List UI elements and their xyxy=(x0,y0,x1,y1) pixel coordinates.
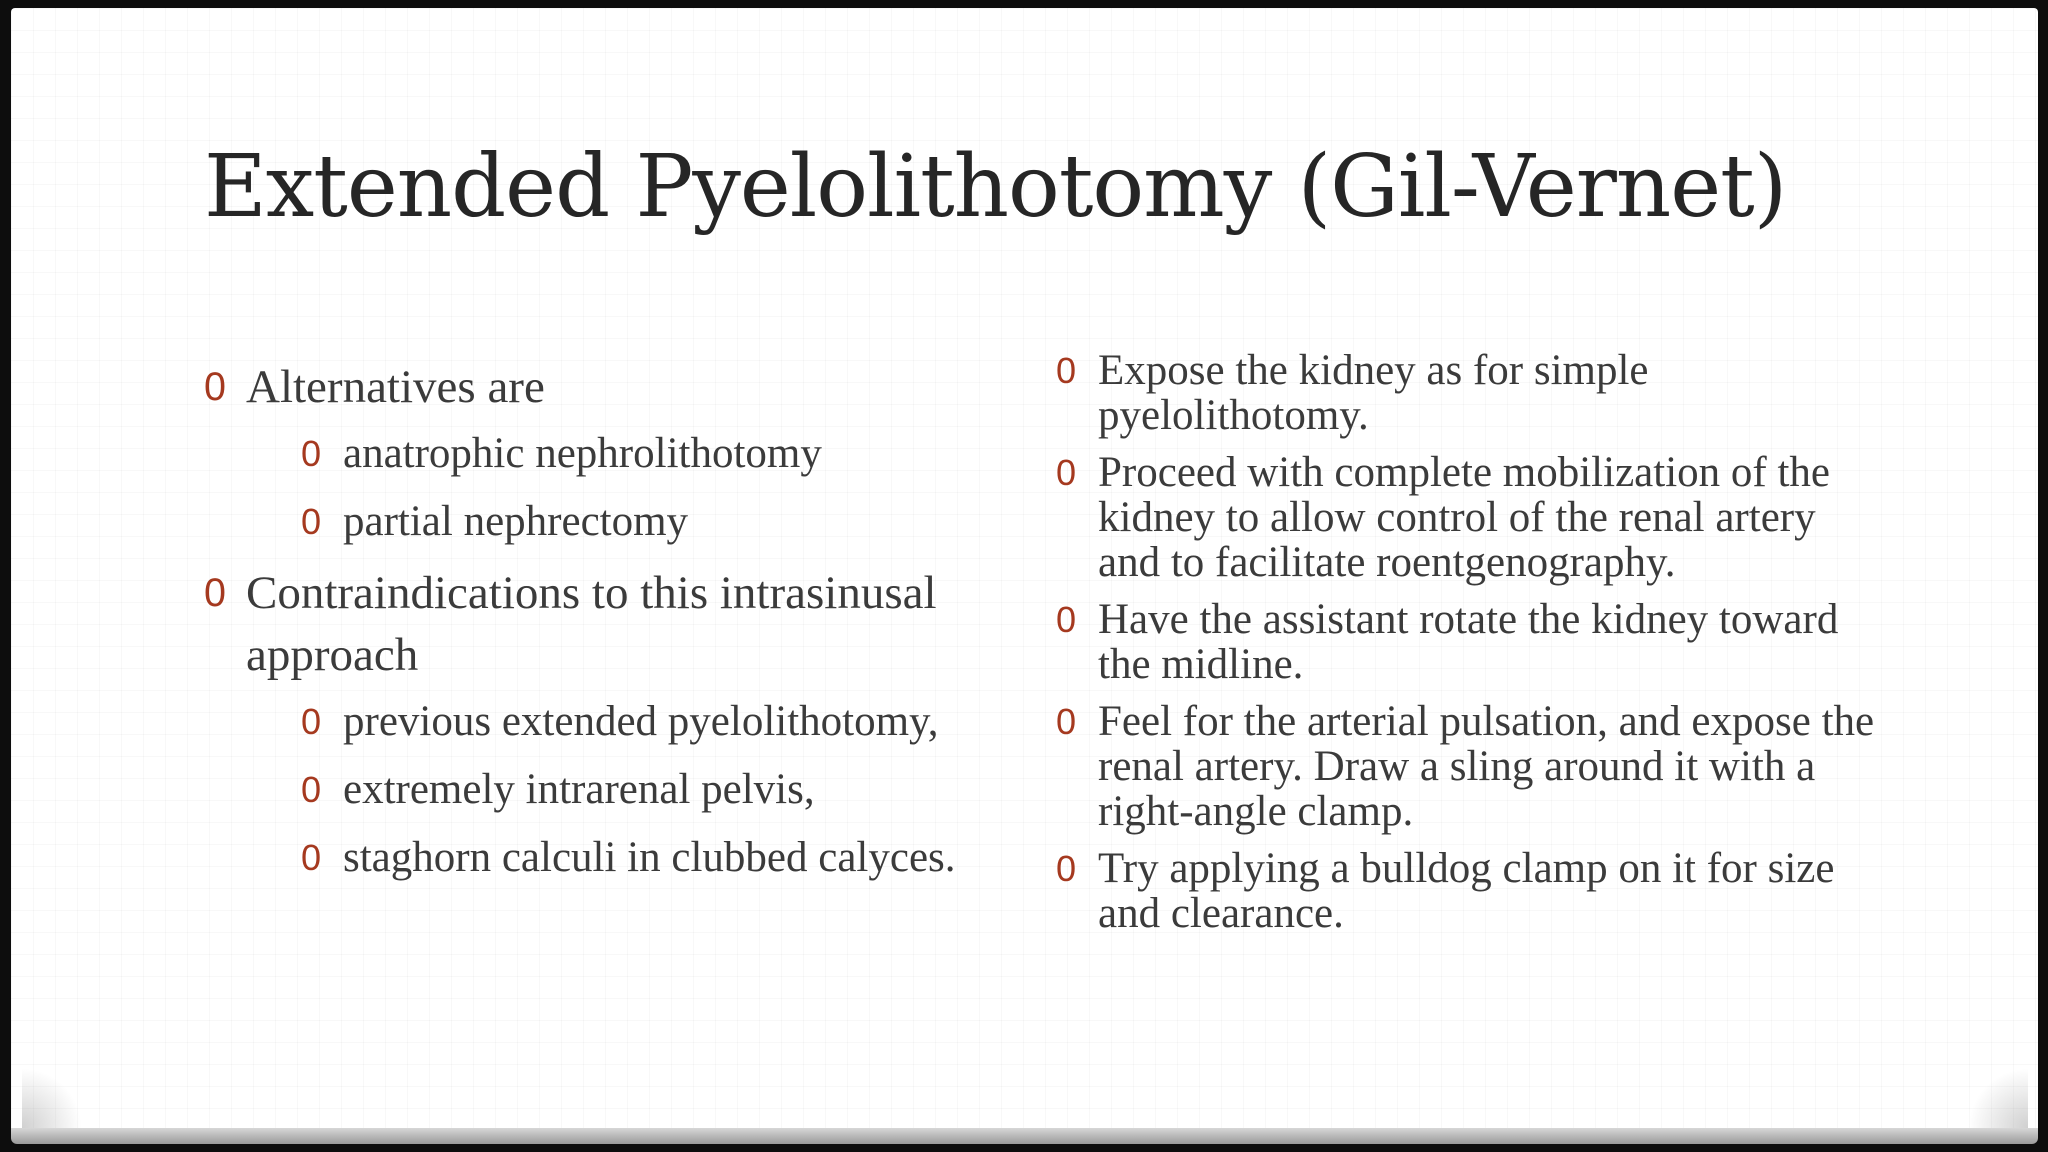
bullet-icon: 0 xyxy=(301,769,322,810)
step-text: Have the assistant rotate the kidney toward the midline. xyxy=(1098,596,1839,688)
bullet-icon: 0 xyxy=(301,501,322,542)
sub-bullet-text: staghorn calculi in clubbed calyces. xyxy=(343,834,956,881)
sub-bullet-text: previous extended pyelolithotomy, xyxy=(343,698,939,745)
bullet-icon: 0 xyxy=(1056,599,1077,640)
sub-bullet-item xyxy=(301,762,1024,818)
sub-bullet-text: anatrophic nephrolithotomy xyxy=(343,430,822,477)
step-item xyxy=(1056,699,1876,834)
bullet-item xyxy=(204,562,1024,886)
slide-bottom-shadow xyxy=(11,1128,2038,1144)
left-bullet-list xyxy=(204,356,1024,886)
bullet-icon: 0 xyxy=(204,571,226,615)
sub-bullet-item xyxy=(301,494,1024,550)
bullet-text: Contraindications to this intrasinusal approach xyxy=(246,567,937,681)
right-column xyxy=(1056,348,1876,948)
slide xyxy=(11,8,2038,1136)
sub-bullet-item xyxy=(301,426,1024,482)
bullet-icon: 0 xyxy=(1056,848,1077,889)
left-column xyxy=(204,356,1024,898)
step-text: Feel for the arterial pulsation, and expose the renal artery. Draw a sling around it with a right-angle clamp. xyxy=(1098,698,1875,835)
bullet-icon: 0 xyxy=(1056,350,1077,391)
step-text: Expose the kidney as for simple pyelolithotomy. xyxy=(1098,347,1649,439)
bullet-icon: 0 xyxy=(301,433,322,474)
bullet-icon: 0 xyxy=(301,837,322,878)
sub-bullet-item xyxy=(301,694,1024,750)
sub-bullet-list xyxy=(246,694,1024,886)
step-text: Try applying a bulldog clamp on it for size and clearance. xyxy=(1098,845,1835,937)
right-bullet-list xyxy=(1056,348,1876,936)
bullet-icon: 0 xyxy=(1056,701,1077,742)
step-text: Proceed with complete mobilization of the kidney to allow control of the renal artery and to facilitate roentgenography. xyxy=(1098,449,1830,586)
page-curl-left xyxy=(22,1068,82,1128)
bullet-icon: 0 xyxy=(204,365,226,409)
page-curl-right xyxy=(1968,1068,2028,1128)
slide-title: Extended Pyelolithotomy (Gil-Vernet) xyxy=(204,137,1787,237)
bullet-icon: 0 xyxy=(1056,452,1077,493)
bullet-text: Alternatives are xyxy=(246,361,545,413)
step-item xyxy=(1056,348,1876,438)
bullet-item xyxy=(204,356,1024,550)
sub-bullet-text: partial nephrectomy xyxy=(343,498,689,545)
bullet-icon: 0 xyxy=(301,701,322,742)
sub-bullet-item xyxy=(301,830,1024,886)
sub-bullet-text: extremely intrarenal pelvis, xyxy=(343,766,815,813)
sub-bullet-list xyxy=(246,426,1024,550)
step-item xyxy=(1056,597,1876,687)
step-item xyxy=(1056,450,1876,585)
step-item xyxy=(1056,846,1876,936)
